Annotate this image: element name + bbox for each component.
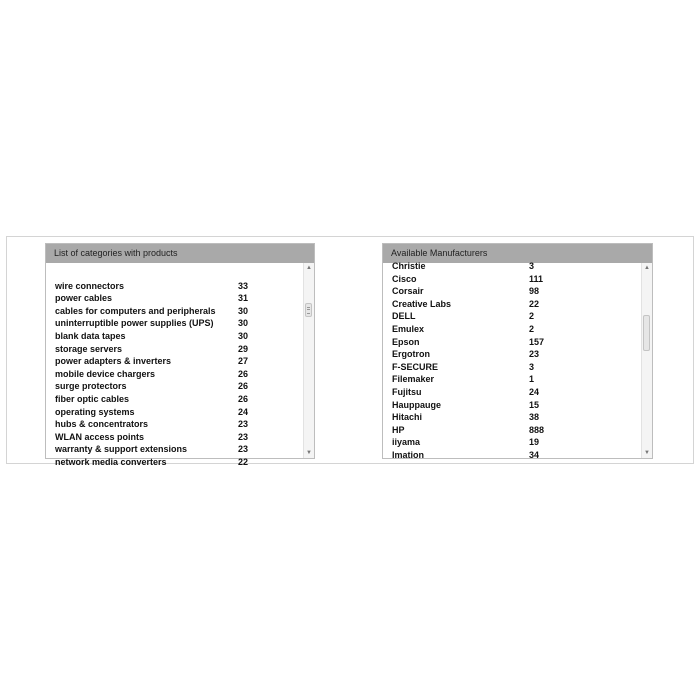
list-item[interactable] [392,348,640,361]
category-count: 30 [238,330,249,341]
list-item[interactable] [392,298,640,311]
list-item[interactable] [55,305,302,318]
manufacturers-list [392,260,640,462]
manufacturer-name: Hauppauge [392,399,442,410]
categories-scrollbar[interactable] [303,263,314,458]
list-item[interactable] [55,317,302,330]
manufacturer-count: 1 [529,374,535,385]
manufacturers-panel [382,243,653,459]
manufacturer-count: 3 [529,261,535,271]
categories-panel-title: List of categories with products [46,244,314,263]
list-item[interactable] [55,355,302,368]
category-count: 26 [238,381,249,392]
list-item[interactable] [55,380,302,393]
category-name: hubs & concentrators [55,419,149,430]
category-count: 22 [238,456,249,467]
manufacturer-count: 98 [529,286,540,297]
list-item[interactable] [55,343,302,356]
manufacturers-scrollbar[interactable] [641,263,652,458]
manufacturer-count: 2 [529,311,535,322]
manufacturer-count: 24 [529,386,540,397]
category-name: wire connectors [55,280,125,291]
manufacturer-name: Filemaker [392,374,435,385]
scroll-up-arrow-icon[interactable]: ▲ [306,265,312,271]
list-item[interactable] [392,373,640,386]
manufacturers-panel-title: Available Manufacturers [383,244,652,263]
category-name: operating systems [55,406,135,417]
category-name: power adapters & inverters [55,356,172,367]
manufacturer-count: 157 [529,336,545,347]
list-item[interactable] [392,310,640,323]
category-name: surge protectors [55,381,127,392]
manufacturer-name: DELL [392,311,416,322]
manufacturer-name: Hitachi [392,412,423,423]
list-item[interactable] [55,292,302,305]
list-item[interactable] [392,386,640,399]
manufacturer-count: 38 [529,412,540,423]
list-item[interactable] [392,399,640,412]
manufacturer-count: 22 [529,298,540,309]
manufacturer-name: Cisco [392,273,417,284]
manufacturer-name: Epson [392,336,420,347]
list-item[interactable] [392,424,640,437]
category-name: power cables [55,293,113,304]
category-name: network media converters [55,456,167,467]
manufacturer-name: Creative Labs [392,298,452,309]
scrollbar-thumb[interactable] [305,303,312,317]
list-item[interactable] [55,330,302,343]
manufacturer-name: HP [392,424,405,435]
manufacturer-name: Emulex [392,323,425,334]
category-count: 23 [238,419,249,430]
category-name: blank data tapes [55,330,126,341]
grip-icon [307,307,310,314]
list-item[interactable] [55,418,302,431]
category-count: 23 [238,444,249,455]
manufacturer-count: 888 [529,424,545,435]
list-item[interactable] [55,406,302,419]
list-item[interactable] [392,260,640,273]
list-item[interactable] [392,285,640,298]
manufacturer-name: Christie [392,261,426,271]
scroll-down-arrow-icon[interactable]: ▼ [644,450,650,456]
list-item[interactable] [55,431,302,444]
category-name: storage servers [55,343,123,354]
scrollbar-thumb[interactable] [643,315,650,351]
list-item[interactable] [392,323,640,336]
list-item[interactable] [55,368,302,381]
category-count: 33 [238,280,249,291]
category-name: uninterruptible power supplies (UPS) [55,318,214,329]
manufacturer-name: Imation [392,449,425,460]
category-count: 30 [238,305,249,316]
scroll-up-arrow-icon[interactable]: ▲ [644,265,650,271]
list-item[interactable] [392,361,640,374]
list-item[interactable] [55,393,302,406]
list-item[interactable] [392,273,640,286]
category-count: 27 [238,356,249,367]
category-count: 26 [238,368,249,379]
categories-list-viewport[interactable] [46,263,314,467]
category-count: 23 [238,431,249,442]
scroll-down-arrow-icon[interactable]: ▼ [306,450,312,456]
category-count: 24 [238,406,249,417]
manufacturer-count: 23 [529,349,540,360]
list-item[interactable] [55,267,302,280]
category-count: 30 [238,318,249,329]
list-item[interactable] [392,336,640,349]
manufacturer-count: 34 [529,449,540,460]
manufacturers-list-viewport[interactable] [383,263,652,458]
manufacturer-name: Fujitsu [392,386,422,397]
category-name: fiber optic cables [55,393,130,404]
category-count: 31 [238,293,249,304]
manufacturer-count: 3 [529,361,535,372]
category-name: cables for computers and peripherals [55,305,216,316]
list-item[interactable] [392,436,640,449]
manufacturer-name: Corsair [392,286,424,297]
category-count: 26 [238,393,249,404]
category-name: mobile device chargers [55,368,156,379]
manufacturer-count: 111 [529,273,544,284]
category-name: WLAN access points [55,431,145,442]
category-name: warranty & support extensions [55,444,188,455]
list-item[interactable] [55,456,302,469]
manufacturer-name: iiyama [392,437,421,448]
list-item[interactable] [392,449,640,462]
list-item[interactable] [55,280,302,293]
manufacturer-name: Ergotron [392,349,430,360]
manufacturer-count: 2 [529,323,535,334]
list-item[interactable] [392,411,640,424]
manufacturer-name: F-SECURE [392,361,439,372]
manufacturer-count: 19 [529,437,540,448]
manufacturer-count: 15 [529,399,540,410]
category-count: 29 [238,343,249,354]
categories-panel [45,243,315,467]
widget-container [6,236,694,467]
list-item[interactable] [55,443,302,456]
categories-list [55,267,302,469]
